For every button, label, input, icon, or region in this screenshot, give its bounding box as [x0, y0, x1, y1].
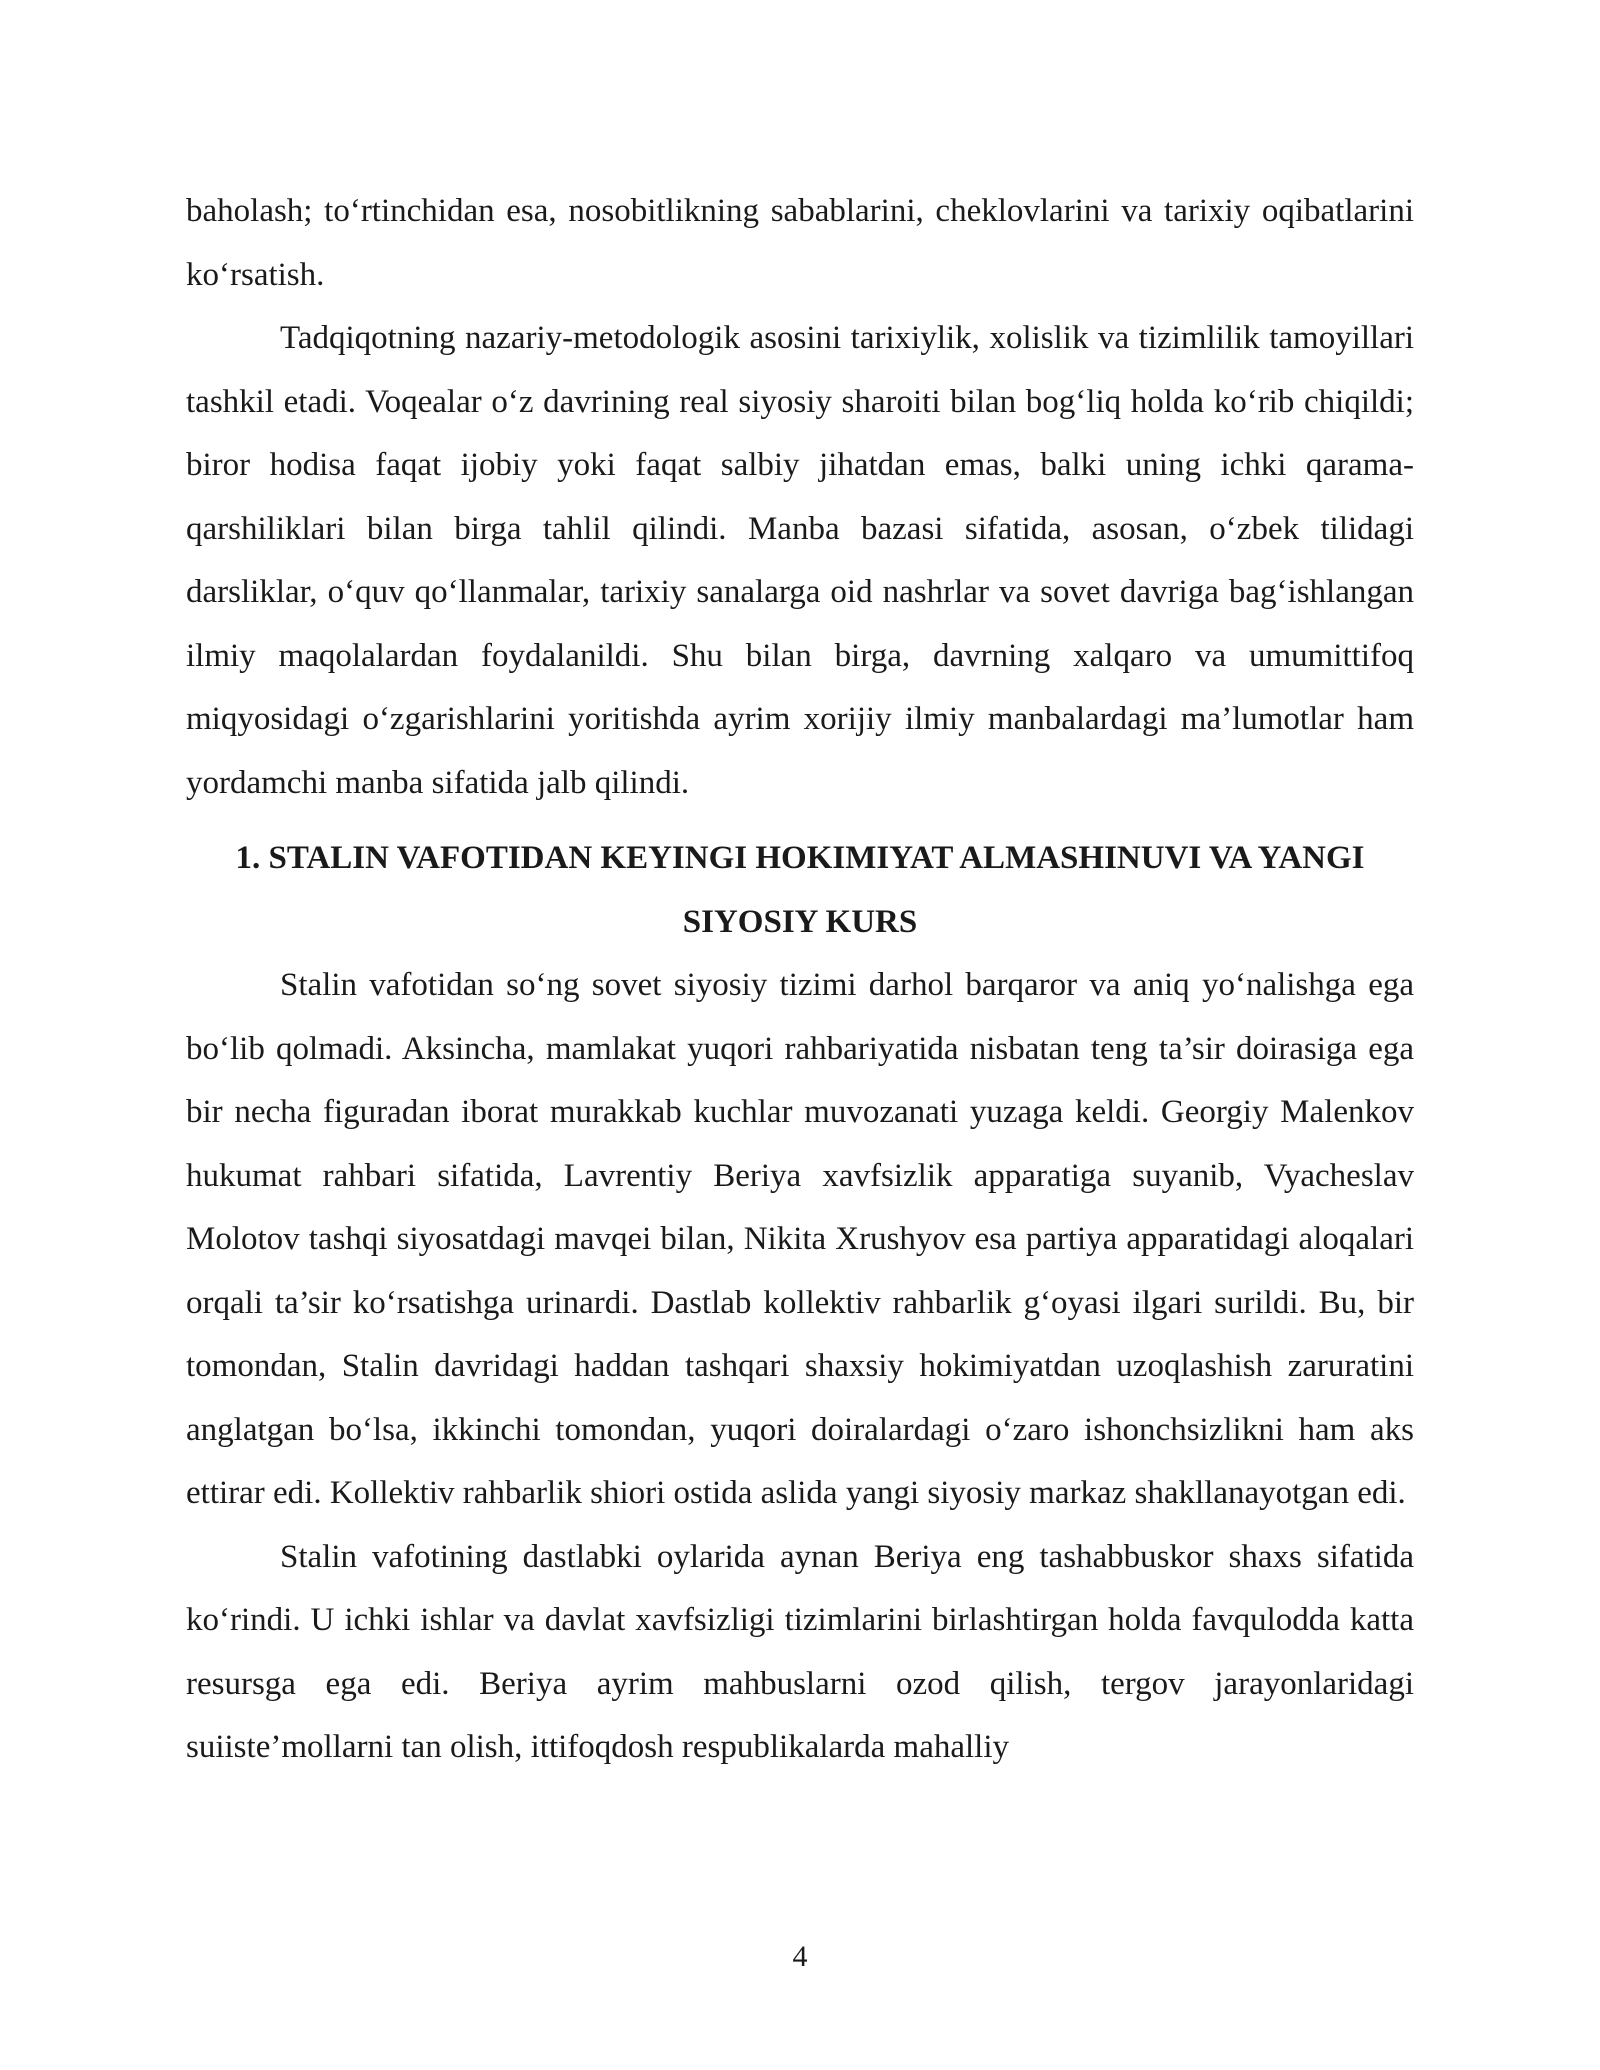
page-number: 4	[792, 1940, 808, 1973]
paragraph-continued: baholash; to‘rtinchidan esa, nosobitlikning sabablarini, cheklovlarini va tarixiy oqibatlarini ko‘rsatish.	[186, 193, 1414, 293]
paragraph-beria: Stalin vafotining dastlabki oylarida aynan Beriya eng tashabbuskor shaxs sifatida ko‘rindi. U ichki ishlar va davlat xavfsizligi tizimlarini birlashtirgan holda favqulodda katta resursga ega edi. Beriya ayrim mahbuslarni ozod qilish, tergov jarayonlaridagi suiiste’mollarni tan olish, ittifoqdosh respublikalarda mahalliy	[186, 1538, 1414, 1765]
page-content	[186, 180, 1414, 1780]
paragraph-power-transition: Stalin vafotidan so‘ng sovet siyosiy tizimi darhol barqaror va aniq yo‘nalishga ega bo‘lib qolmadi. Aksincha, mamlakat yuqori rahbariyatida nisbatan teng ta’sir doirasiga ega bir necha figuradan iborat murakkab kuchlar muvozanati yuzaga keldi. Georgiy Malenkov hukumat rahbari sifatida, Lavrentiy Beriya xavfsizlik apparatiga suyanib, Vyacheslav Molotov tashqi siyosatdagi mavqei bilan, Nikita Xrushyov esa partiya apparatidagi aloqalari orqali ta’sir ko‘rsatishga urinardi. Dastlab kollektiv rahbarlik g‘oyasi ilgari surildi. Bu, bir tomondan, Stalin davridagi haddan tashqari shaxsiy hokimiyatdan uzoqlashish zaruratini anglatgan bo‘lsa, ikkinchi tomondan, yuqori doiralardagi o‘zaro ishonchsizlikni ham aks ettirar edi. Kollektiv rahbarlik shiori ostida aslida yangi siyosiy markaz shakllanayotgan edi.	[186, 967, 1414, 1511]
paragraph-methodology: Tadqiqotning nazariy-metodologik asosini tarixiylik, xolislik va tizimlilik tamoyillari tashkil etadi. Voqealar o‘z davrining real siyosiy sharoiti bilan bog‘liq holda ko‘rib chiqildi; biror hodisa faqat ijobiy yoki faqat salbiy jihatdan emas, balki uning ichki qarama-qarshiliklari bilan birga tahlil qilindi. Manba bazasi sifatida, asosan, o‘zbek tilidagi darsliklar, o‘quv qo‘llanmalar, tarixiy sanalarga oid nashrlar va sovet davriga bag‘ishlangan ilmiy maqolalardan foydalanildi. Shu bilan birga, davrning xalqaro va umumittifoq miqyosidagi o‘zgarishlarini yoritishda ayrim xorijiy ilmiy manbalardagi ma’lumotlar ham yordamchi manba sifatida jalb qilindi.	[186, 320, 1414, 801]
section-heading: 1. STALIN VAFOTIDAN KEYINGI HOKIMIYAT ALMASHINUVI VA YANGI SIYOSIY KURS	[235, 840, 1365, 940]
